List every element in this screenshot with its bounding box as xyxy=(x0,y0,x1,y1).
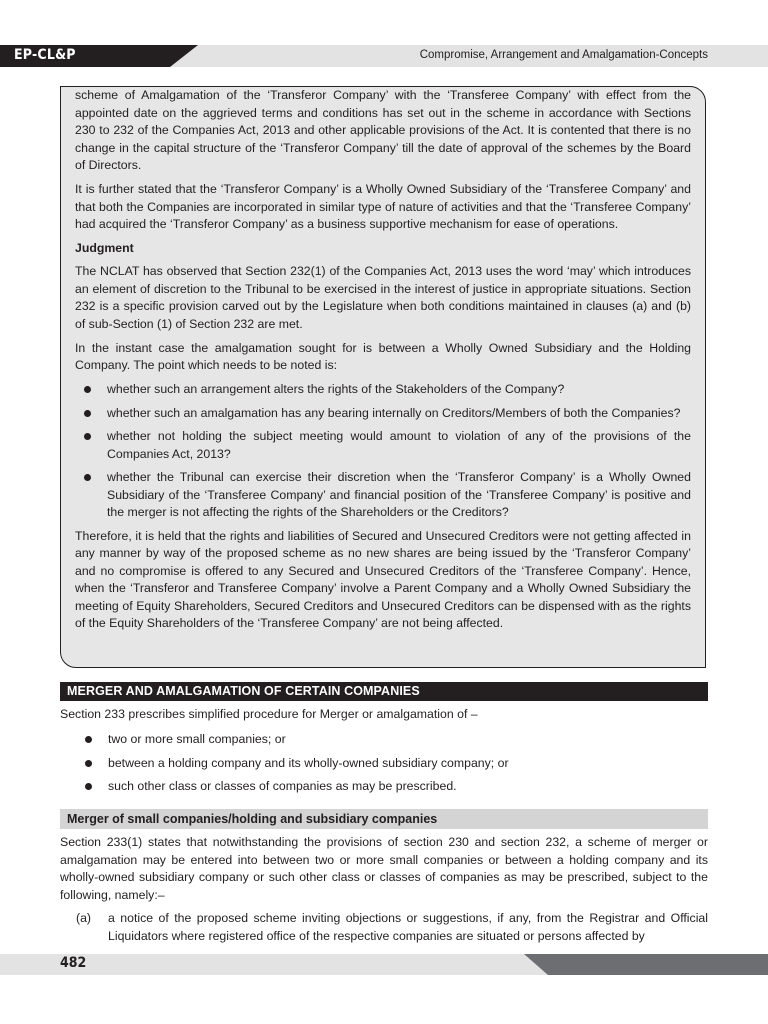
case-para-5: Therefore, it is held that the rights and liabilities of Secured and Unsecured Creditors were not getting affected in any manner by way of the proposed scheme as no new shares are being issued by the ‘Transferor Company’ and no compromise is offered to any Secured and Unsecured Creditors of the ‘Transferee Company’. Hence, when the ‘Transferor and Transferee Company’ involve a Parent Company and a Wholly Owned Subsidiary the meeting of Equity Shareholders, Secured Creditors and Unsecured Creditors can be dispensed with as the rights of the Equity Shareholders of the ‘Transferee Company’ are not being affected. xyxy=(75,528,691,630)
section-bullet-list xyxy=(60,731,708,802)
bullet-icon xyxy=(85,760,92,767)
bullet-icon xyxy=(84,386,91,393)
case-para-3: The NCLAT has observed that Section 232(1) of the Companies Act, 2013 uses the word ‘may’ which introduces an element of discretion to the Tribunal to be exercised in the interest of justice in appropriate situations. Section 232 is a specific provision carved out by the Legislature when both conditions maintained in clauses (a) and (b) of sub-Section (1) of Section 232 are met. xyxy=(75,264,691,331)
clause-text: a notice of the proposed scheme inviting objections or suggestions, if any, from the Registrar and Official Liquidators where registered office of the respective companies are situated or persons affected by xyxy=(108,911,708,943)
bullet-icon xyxy=(85,783,92,790)
case-para-1: scheme of Amalgamation of the ‘Transferor Company’ with the ‘Transferee Company’ with effect from the appointed date on the aggrieved terms and conditions has set out in the scheme in accordance with Sections 230 to 232 of the Companies Act, 2013 and other applicable provisions of the Act. It is contented that there is no change in the capital structure of the ‘Transferor Company’ till the date of approval of the schemes by the Board of Directors. xyxy=(75,88,691,172)
section-intro: Section 233 prescribes simplified procedure for Merger or amalgamation of – xyxy=(60,707,478,721)
bullet-icon xyxy=(84,410,91,417)
case-para-2: It is further stated that the ‘Transferor Company’ is a Wholly Owned Subsidiary of the ‘Transferee Company’ and that both the Companies are incorporated in similar type of nature of activities and that the ‘Transferee Company’ had acquired the ‘Transferor Company’ as a business supportive mechanism for ease of operations. xyxy=(75,182,691,231)
judgment-heading: Judgment xyxy=(75,241,134,255)
clause-label: (a) xyxy=(76,911,92,925)
page-header xyxy=(0,45,768,67)
list-item xyxy=(60,910,708,945)
list-item: whether the Tribunal can exercise their discretion when the ‘Transferor Company’ is a Wholly Owned Subsidiary of the ‘Transferee Company’ and financial position of the ‘Transferee Company’ is positive and the merger is not affecting the rights of the Shareholders or the Creditors? xyxy=(75,469,691,522)
page-number: 482 xyxy=(60,955,87,971)
case-bullet-list xyxy=(75,381,691,522)
section-heading: MERGER AND AMALGAMATION OF CERTAIN COMPANIES xyxy=(60,682,708,701)
list-item: between a holding company and its wholly-owned subsidiary company; or xyxy=(60,755,708,773)
page-footer xyxy=(0,954,768,975)
case-para-4: In the instant case the amalgamation sought for is between a Wholly Owned Subsidiary and the Holding Company. The point which needs to be noted is: xyxy=(75,340,691,372)
list-item: two or more small companies; or xyxy=(60,731,708,749)
list-item: whether such an amalgamation has any bearing internally on Creditors/Members of both the Companies? xyxy=(75,405,691,423)
footer-band xyxy=(524,954,768,975)
header-chapter-title: Compromise, Arrangement and Amalgamation-Concepts xyxy=(419,49,708,61)
subsection-heading: Merger of small companies/holding and subsidiary companies xyxy=(60,809,708,829)
list-item: whether such an arrangement alters the rights of the Stakeholders of the Company? xyxy=(75,381,691,399)
header-book-code: EP-CL&P xyxy=(14,47,76,63)
bullet-icon xyxy=(84,474,91,481)
case-study-box xyxy=(60,86,706,668)
list-item: whether not holding the subject meeting would amount to violation of any of the provisions of the Companies Act, 2013? xyxy=(75,428,691,463)
bullet-icon xyxy=(85,736,92,743)
list-item: such other class or classes of companies as may be prescribed. xyxy=(60,778,708,796)
bullet-icon xyxy=(84,433,91,440)
clause-list xyxy=(60,910,708,945)
subsection-para: Section 233(1) states that notwithstanding the provisions of section 230 and section 232, a scheme of merger or amalgamation may be entered into between two or more small companies or between a holding company and its wholly-owned subsidiary company or such other class or classes of companies as may be prescribed, subject to the following, namely:– xyxy=(60,835,708,902)
